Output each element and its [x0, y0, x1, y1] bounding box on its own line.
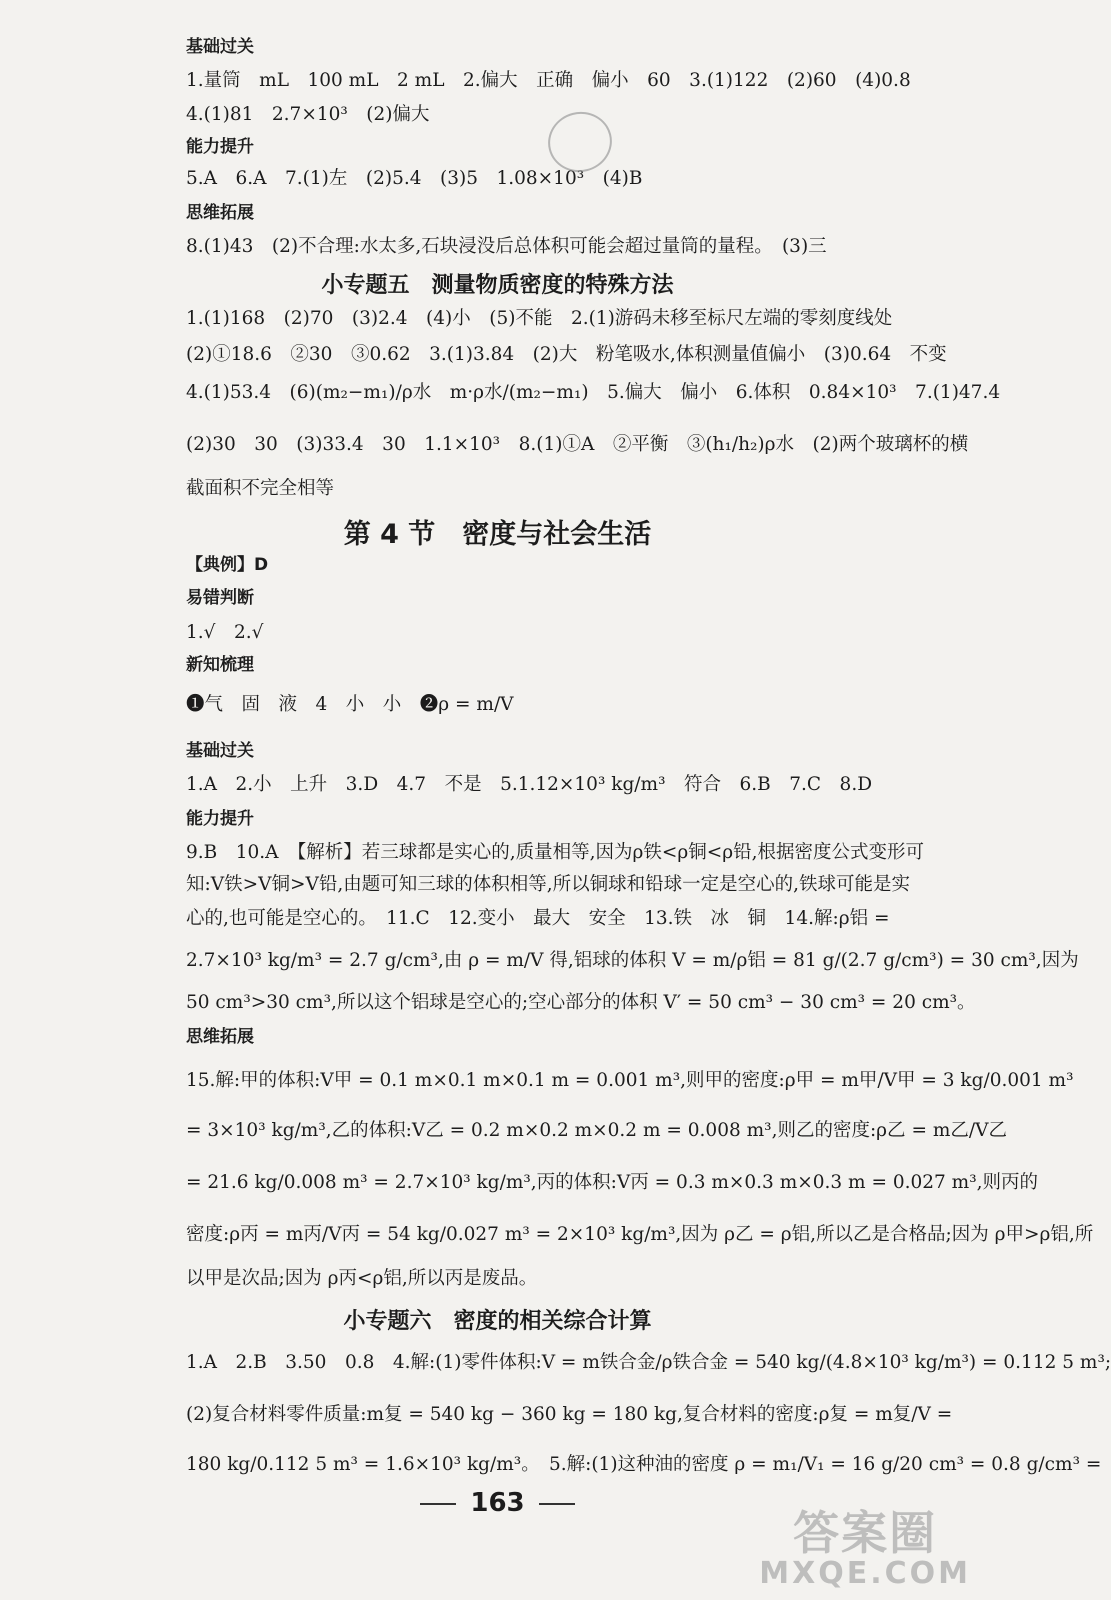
heading-ability: 能力提升	[186, 137, 254, 157]
watermark-top: 答案圈	[793, 1506, 938, 1560]
answer-line: 截面积不完全相等	[186, 478, 335, 499]
heading-thinking: 思维拓展	[186, 1027, 254, 1047]
answer-line: 8.(1)43 (2)不合理:水太多,石块浸没后总体积可能会超过量筒的量程。 (3)三	[186, 236, 827, 257]
answer-line: 1.A 2.B 3.50 0.8 4.解:(1)零件体积:V = m铁合金/ρ铁合金 = 540 kg/(4.8×10³ kg/m³) = 0.112 5 m³;	[186, 1352, 1111, 1373]
watermark-bottom: MXQE.COM	[759, 1556, 971, 1591]
answer-line: 以甲是次品;因为 ρ丙<ρ铝,所以丙是废品。	[186, 1268, 538, 1289]
example-label: 【典例】D	[186, 555, 269, 575]
answer-line: 2.7×10³ kg/m³ = 2.7 g/cm³,由 ρ = m/V 得,铝球的体积 V = m/ρ铝 = 81 g/(2.7 g/cm³) = 30 cm³,因为	[186, 950, 1079, 971]
heading-new-knowledge: 新知梳理	[186, 655, 254, 675]
answer-line: 4.(1)53.4 (6)(m₂−m₁)/ρ水 m·ρ水/(m₂−m₁) 5.偏大 偏小 6.体积 0.84×10³ 7.(1)47.4	[186, 382, 1001, 403]
answer-line: = 21.6 kg/0.008 m³ = 2.7×10³ kg/m³,丙的体积:V丙 = 0.3 m×0.3 m×0.3 m = 0.027 m³,则丙的	[186, 1172, 1039, 1193]
answer-line: 密度:ρ丙 = m丙/V丙 = 54 kg/0.027 m³ = 2×10³ kg/m³,因为 ρ乙 = ρ铝,所以乙是合格品;因为 ρ甲>ρ铝,所	[186, 1224, 1094, 1245]
answer-line: 9.B 10.A 【解析】若三球都是实心的,质量相等,因为ρ铁<ρ铜<ρ铅,根据密度公式变形可	[186, 842, 925, 863]
answer-line: 1.√ 2.√	[186, 622, 264, 643]
heading-basic: 基础过关	[186, 37, 254, 57]
page-number-text: 163	[470, 1488, 525, 1518]
answer-line: 50 cm³>30 cm³,所以这个铝球是空心的;空心部分的体积 V′ = 50 cm³ − 30 cm³ = 20 cm³。	[186, 992, 976, 1013]
watermark-logo	[759, 1508, 971, 1590]
heading-mistakes: 易错判断	[186, 588, 254, 608]
answer-line: 15.解:甲的体积:V甲 = 0.1 m×0.1 m×0.1 m = 0.001 m³,则甲的密度:ρ甲 = m甲/V甲 = 3 kg/0.001 m³	[186, 1070, 1074, 1091]
answer-line: 心的,也可能是空心的。 11.C 12.变小 最大 安全 13.铁 冰 铜 14.解:ρ铝 =	[186, 908, 890, 929]
answer-line: = 3×10³ kg/m³,乙的体积:V乙 = 0.2 m×0.2 m×0.2 m = 0.008 m³,则乙的密度:ρ乙 = m乙/V乙	[186, 1120, 1007, 1141]
heading-basic: 基础过关	[186, 741, 254, 761]
answer-line: (2)复合材料零件质量:m复 = 540 kg − 360 kg = 180 kg,复合材料的密度:ρ复 = m复/V =	[186, 1404, 953, 1425]
answer-line: 5.A 6.A 7.(1)左 (2)5.4 (3)5 1.08×10³ (4)B	[186, 168, 643, 189]
section-four-title: 第 4 节 密度与社会生活	[343, 519, 652, 550]
answer-line: 4.(1)81 2.7×10³ (2)偏大	[186, 104, 430, 125]
topic-six-title: 小专题六 密度的相关综合计算	[343, 1309, 652, 1334]
heading-ability: 能力提升	[186, 809, 254, 829]
answer-line: 1.(1)168 (2)70 (3)2.4 (4)小 (5)不能 2.(1)游码未移至标尺左端的零刻度线处	[186, 308, 893, 329]
answer-line: 知:V铁>V铜>V铅,由题可知三球的体积相等,所以铜球和铅球一定是空心的,铁球可能是实	[186, 874, 910, 895]
answer-line: ❶气 固 液 4 小 小 ❷ρ = m/V	[186, 694, 514, 715]
answer-line: 1.量筒 mL 100 mL 2 mL 2.偏大 正确 偏小 60 3.(1)122 (2)60 (4)0.8	[186, 70, 911, 91]
answer-line: (2)①18.6 ②30 ③0.62 3.(1)3.84 (2)大 粉笔吸水,体积测量值偏小 (3)0.64 不变	[186, 344, 947, 365]
answer-line: 180 kg/0.112 5 m³ = 1.6×10³ kg/m³。 5.解:(1)这种油的密度 ρ = m₁/V₁ = 16 g/20 cm³ = 0.8 g/cm³ =	[186, 1454, 1102, 1475]
heading-thinking: 思维拓展	[186, 203, 254, 223]
answer-line: (2)30 30 (3)33.4 30 1.1×10³ 8.(1)①A ②平衡 ③(h₁/h₂)ρ水 (2)两个玻璃杯的横	[186, 434, 969, 455]
topic-five-title: 小专题五 测量物质密度的特殊方法	[321, 273, 674, 298]
answer-line: 1.A 2.小 上升 3.D 4.7 不是 5.1.12×10³ kg/m³ 符合 6.B 7.C 8.D	[186, 774, 873, 795]
